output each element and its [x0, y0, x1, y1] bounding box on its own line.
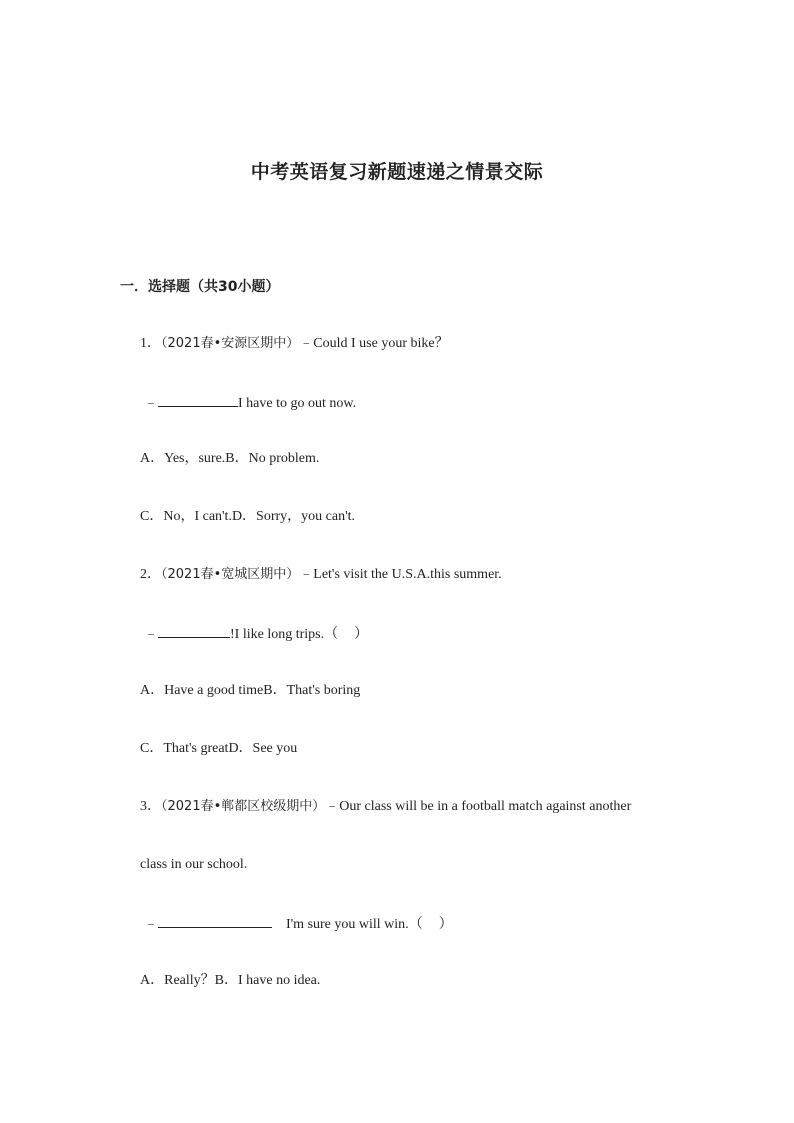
question-prompt: ﹣Could I use your bike？: [299, 336, 449, 351]
answer-blank: [158, 393, 238, 407]
question-number: 2．: [140, 567, 161, 582]
question-number: 1．: [140, 336, 161, 351]
question-prompt: ﹣Let's visit the U.S.A.this summer.: [299, 567, 502, 582]
response-dash: ﹣: [144, 396, 158, 411]
section-heading: 一．选择题（共30小题）: [120, 279, 280, 295]
question-3-response: [144, 914, 453, 934]
question-1-response: [144, 393, 356, 413]
response-dash: ﹣: [144, 627, 158, 642]
answer-blank: [158, 624, 230, 638]
question-2-options-cd: C．That's greatD．See you: [140, 741, 298, 756]
question-number: 3．: [140, 799, 161, 814]
question-source: （2021春•郸都区校级期中）: [161, 799, 326, 814]
question-1-options-cd: C．No，I can't.D．Sorry，you can't.: [140, 509, 356, 524]
question-1-options-ab: A．Yes，sure.B．No problem.: [140, 451, 320, 466]
question-1-stem: [140, 335, 449, 353]
question-2-options-ab: A．Have a good timeB．That's boring: [140, 683, 361, 698]
question-source: （2021春•安源区期中）: [161, 336, 300, 351]
question-prompt: ﹣Our class will be in a football match against another: [325, 799, 632, 814]
response-text: !I like long trips.: [230, 627, 325, 642]
question-2-response: [144, 624, 368, 644]
answer-blank: [158, 914, 272, 928]
answer-parentheses: （ ）: [408, 917, 453, 932]
question-3-stem-continued: class in our school.: [140, 857, 248, 872]
response-dash: ﹣: [144, 917, 158, 932]
answer-parentheses: （ ）: [324, 627, 369, 642]
page-title: 中考英语复习新题速递之情景交际: [250, 161, 544, 183]
question-source: （2021春•宽城区期中）: [161, 567, 300, 582]
question-3-stem: [140, 798, 631, 816]
response-text: I have to go out now.: [238, 396, 357, 411]
question-2-stem: [140, 566, 502, 584]
question-3-options-ab: A．Really？B．I have no idea.: [140, 973, 321, 988]
response-text: I'm sure you will win.: [286, 917, 409, 932]
